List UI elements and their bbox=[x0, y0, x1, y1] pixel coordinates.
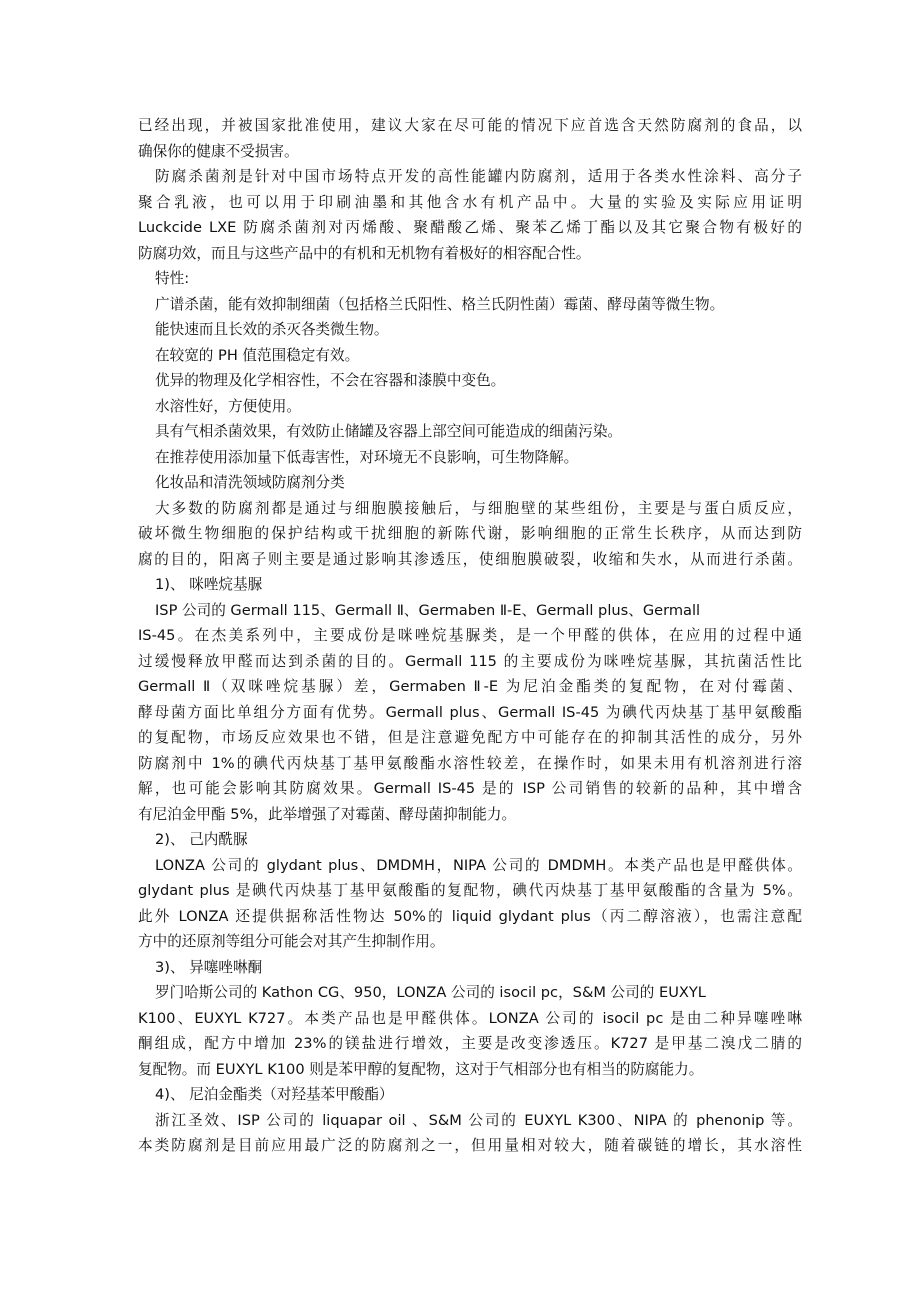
text-line: 大多数的防腐剂都是通过与细胞膜接触后，与细胞壁的某些组份，主要是与蛋白质反应， bbox=[155, 499, 802, 517]
text-line: 具有气相杀菌效果，有效防止储罐及容器上部空间可能造成的细菌污染。 bbox=[155, 423, 623, 440]
text-line: 解，也可能会影响其防腐效果。Germall IS-45 是的 ISP 公司销售的较新的品种，其中增含 bbox=[138, 780, 802, 797]
body-text bbox=[138, 113, 802, 1159]
text-line: Germall Ⅱ（双咪唑烷基脲）差，Germaben Ⅱ-E 为尼泊金酯类的复配物，在对付霉菌、 bbox=[138, 678, 802, 695]
text-line: 此外 LONZA 还提供据称活性物达 50%的 liquid glydant plus（丙二醇溶液），也需注意配 bbox=[138, 907, 802, 925]
text-line: LONZA 公司的 glydant plus、DMDMH，NIPA 公司的 DMDMH。本类产品也是甲醛供体。 bbox=[155, 856, 802, 874]
text-line: 在推荐使用添加量下低毒害性，对环境无不良影响，可生物降解。 bbox=[155, 448, 579, 466]
text-line: 复配物。而 EUXYL K100 则是苯甲醇的复配物，这对于气相部分也有相当的防腐能力。 bbox=[138, 1060, 704, 1078]
text-line: 化妆品和清洗领域防腐剂分类 bbox=[155, 474, 345, 491]
text-line: 酮组成，配方中增加 23%的镁盐进行增效，主要是改变渗透压。K727 是甲基二溴戊二腈的 bbox=[138, 1035, 802, 1052]
text-line: Luckcide LXE 防腐杀菌剂对丙烯酸、聚醋酸乙烯、聚苯乙烯丁酯以及其它聚合物有极好的 bbox=[138, 219, 802, 236]
text-line: K100、EUXYL K727。本类产品也是甲醛供体。LONZA 公司的 isocil pc 是由二种异噻唑啉 bbox=[138, 1009, 802, 1027]
text-line: 罗门哈斯公司的 Kathon CG、950，LONZA 公司的 isocil pc，S&M 公司的 EUXYL bbox=[155, 984, 706, 1001]
text-line: 防腐功效，而且与这些产品中的有机和无机物有着极好的相容配合性。 bbox=[138, 244, 591, 262]
text-line: ISP 公司的 Germall 115、Germall Ⅱ、Germaben Ⅱ-E、Germall plus、Germall bbox=[155, 601, 701, 619]
text-line: 已经出现，并被国家批准使用，建议大家在尽可能的情况下应首选含天然防腐剂的食品，以 bbox=[138, 117, 802, 134]
text-line: 水溶性好，方便使用。 bbox=[155, 397, 301, 415]
text-line: 广谱杀菌，能有效抑制细菌（包括格兰氏阳性、格兰氏阴性菌）霉菌、酵母菌等微生物。 bbox=[155, 295, 725, 313]
text-line: 2)、 己内酰脲 bbox=[155, 831, 248, 848]
text-line: 能快速而且长效的杀灭各类微生物。 bbox=[155, 321, 389, 338]
text-line: 1)、 咪唑烷基脲 bbox=[155, 576, 263, 593]
text-line: 特性: bbox=[155, 270, 190, 287]
text-line: 浙江圣效、ISP 公司的 liquapar oil 、S&M 公司的 EUXYL K300、NIPA 的 phenonip 等。 bbox=[155, 1111, 802, 1129]
text-line: 本类防腐剂是目前应用最广泛的防腐剂之一，但用量相对较大，随着碳链的增长，其水溶性 bbox=[138, 1137, 802, 1154]
text-line: 4)、 尼泊金酯类（对羟基苯甲酸酯） bbox=[155, 1086, 394, 1103]
text-line: 确保你的健康不受损害。 bbox=[138, 142, 299, 160]
text-line: 防腐剂中 1%的碘代丙炔基丁基甲氨酸酯水溶性较差，在操作时，如果未用有机溶剂进行溶 bbox=[138, 754, 802, 772]
text-line: 破坏微生物细胞的保护结构或干扰细胞的新陈代谢，影响细胞的正常生长秩序，从而达到防 bbox=[138, 525, 802, 542]
text-line: 3)、 异噻唑啉酮 bbox=[155, 958, 263, 976]
text-line: 有尼泊金甲酯 5%，此举增强了对霉菌、酵母菌抑制能力。 bbox=[138, 805, 517, 823]
text-line: 腐的目的，阳离子则主要是通过影响其渗透压，使细胞膜破裂，收缩和失水，从而进行杀菌。 bbox=[138, 550, 802, 568]
text-line: 酵母菌方面比单组分方面有优势。Germall plus、Germall IS-45 为碘代丙炔基丁基甲氨酸酯 bbox=[138, 703, 802, 721]
text-line: 的复配物，市场反应效果也不错，但是注意避免配方中可能存在的抑制其活性的成分，另外 bbox=[138, 729, 802, 746]
text-line: 过缓慢释放甲醛而达到杀菌的目的。Germall 115 的主要成份为咪唑烷基脲，其抗菌活性比 bbox=[138, 652, 802, 670]
text-line: 方中的还原剂等组分可能会对其产生抑制作用。 bbox=[138, 933, 445, 950]
text-line: 在较宽的 PH 值范围稳定有效。 bbox=[155, 346, 360, 364]
text-line: 优异的物理及化学相容性，不会在容器和漆膜中变色。 bbox=[155, 372, 506, 389]
text-line: IS-45。在杰美系列中，主要成份是咪唑烷基脲类，是一个甲醛的供体，在应用的过程中通 bbox=[138, 627, 802, 644]
text-line: 防腐杀菌剂是针对中国市场特点开发的高性能罐内防腐剂，适用于各类水性涂料、高分子 bbox=[155, 168, 802, 185]
text-line: 聚合乳液，也可以用于印刷油墨和其他含水有机产品中。大量的实验及实际应用证明 bbox=[138, 193, 802, 211]
text-line: glydant plus 是碘代丙炔基丁基甲氨酸酯的复配物，碘代丙炔基丁基甲氨酸酯的含量为 5%。 bbox=[138, 882, 802, 899]
